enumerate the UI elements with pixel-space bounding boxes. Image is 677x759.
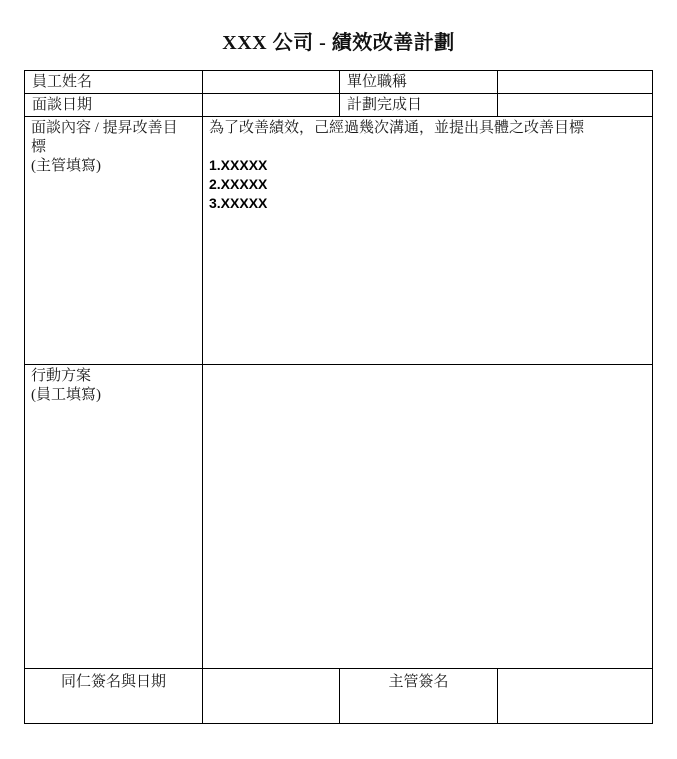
row-employee-unit <box>25 71 653 94</box>
unit-title-label: 單位職稱 <box>340 71 498 94</box>
action-plan-input-cell[interactable] <box>203 365 653 669</box>
interview-content-intro: 為了改善績效，己經過幾次溝通，並提出具體之改善目標 <box>209 120 585 136</box>
improvement-goal-list <box>209 156 646 213</box>
improvement-goal-item: 3.XXXXX <box>209 195 268 211</box>
plan-completion-input-cell[interactable] <box>498 94 653 117</box>
interview-section-label-cell <box>25 117 203 365</box>
improvement-goal-item: 1.XXXXX <box>209 157 268 173</box>
row-interview-content <box>25 117 653 365</box>
row-date-completion <box>25 94 653 117</box>
action-section-sublabel: (員工填寫) <box>31 387 101 403</box>
employee-signature-label: 同仁簽名與日期 <box>25 669 203 724</box>
pip-form-table <box>24 70 653 724</box>
document-title: XXX 公司 - 績效改善計劃 <box>222 32 455 54</box>
improvement-goal-item: 2.XXXXX <box>209 176 268 192</box>
action-section-label-cell <box>25 365 203 669</box>
employee-name-label: 員工姓名 <box>25 71 203 94</box>
interview-section-label: 面談內容 / 提昇改善目標 <box>31 120 178 155</box>
action-section-label: 行動方案 <box>31 368 92 384</box>
row-action-plan <box>25 365 653 669</box>
plan-completion-label: 計劃完成日 <box>340 94 498 117</box>
interview-date-label: 面談日期 <box>25 94 203 117</box>
employee-name-input-cell[interactable] <box>203 71 340 94</box>
supervisor-signature-input-cell[interactable] <box>498 669 653 724</box>
supervisor-signature-label: 主管簽名 <box>340 669 498 724</box>
interview-content-cell[interactable] <box>203 117 653 365</box>
interview-section-sublabel: (主管填寫) <box>31 158 101 174</box>
interview-date-input-cell[interactable] <box>203 94 340 117</box>
unit-title-input-cell[interactable] <box>498 71 653 94</box>
row-signatures <box>25 669 653 724</box>
employee-signature-input-cell[interactable] <box>203 669 340 724</box>
